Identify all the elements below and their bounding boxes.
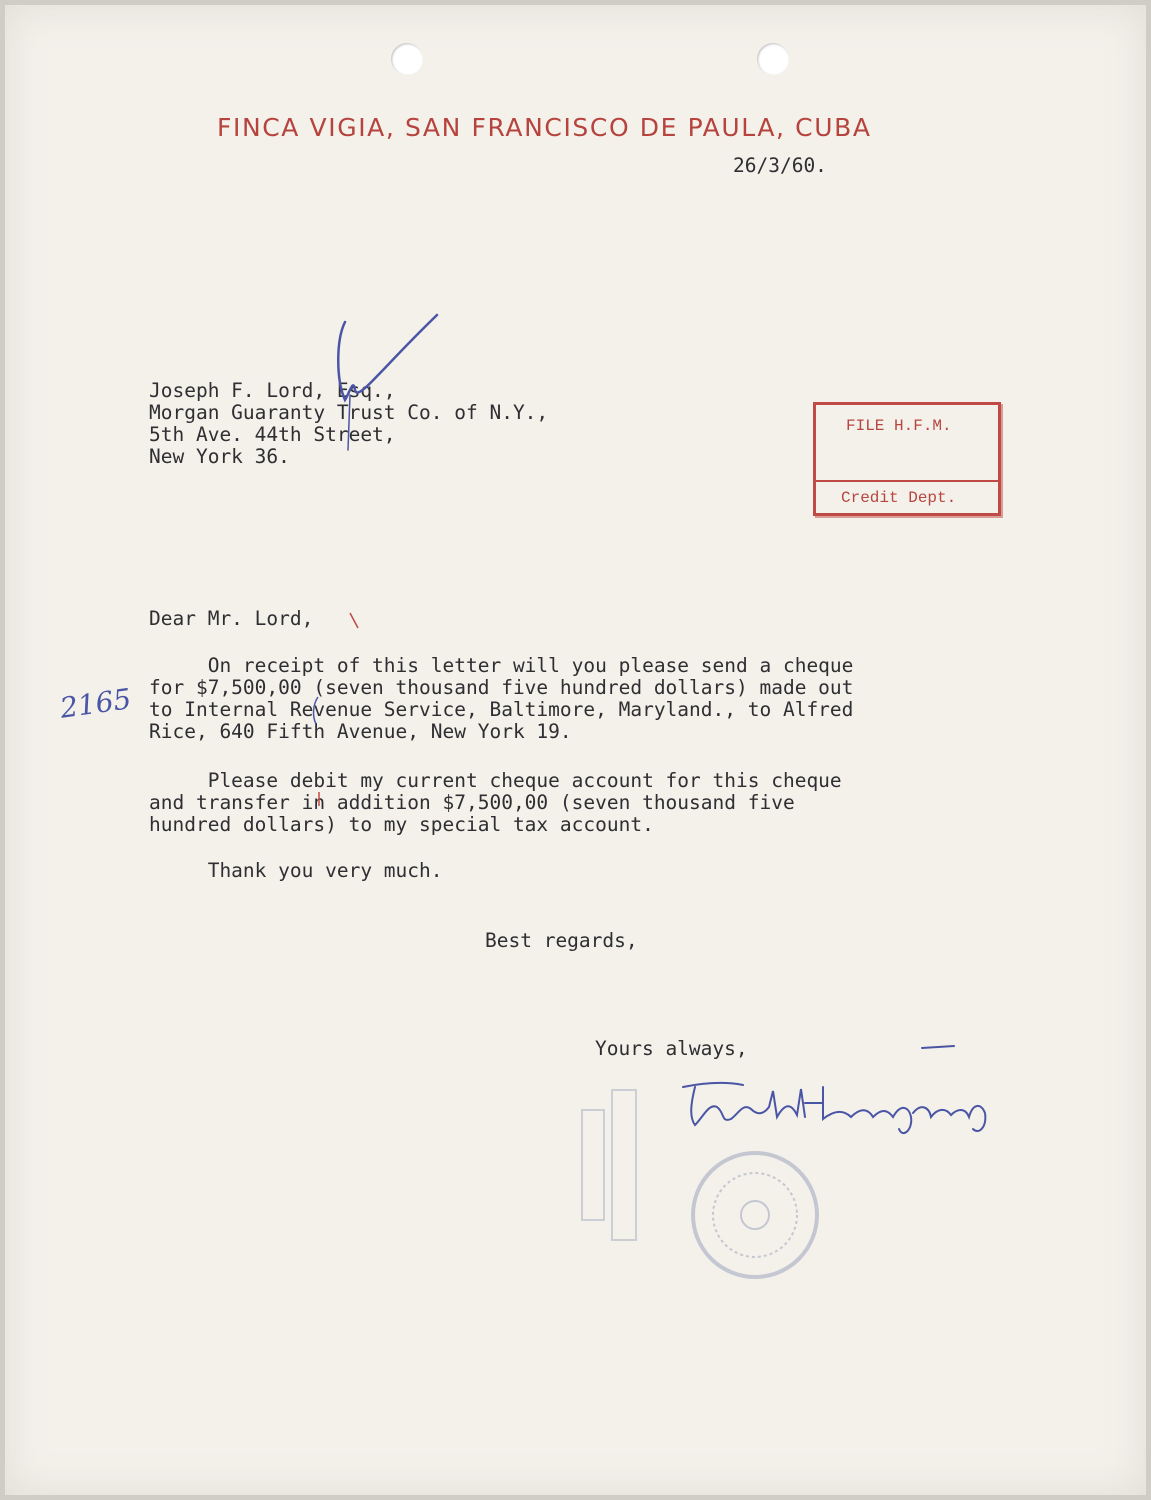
address-line: Morgan Guaranty Trust Co. of N.Y., bbox=[149, 401, 549, 424]
paragraph-line: hundred dollars) to my special tax account. bbox=[149, 813, 654, 836]
letter-date: 26/3/60. bbox=[733, 154, 827, 177]
thanks-line: Thank you very much. bbox=[149, 859, 443, 882]
red-tick-icon bbox=[350, 613, 358, 628]
paragraph-line: On receipt of this letter will you please send a cheque bbox=[149, 654, 854, 677]
received-date-stamp-icon bbox=[582, 1090, 636, 1240]
paragraph-line: Rice, 640 Fifth Avenue, New York 19. bbox=[149, 720, 572, 743]
paragraph-line: and transfer in addition $7,500,00 (seven thousand five bbox=[149, 791, 795, 814]
closing-yours-always: Yours always, bbox=[595, 1037, 748, 1060]
insertion-mark-icon bbox=[314, 697, 318, 724]
credit-dept-label: Credit Dept. bbox=[841, 489, 957, 507]
closing-best-regards: Best regards, bbox=[485, 929, 638, 952]
margin-note: 2165 bbox=[58, 682, 134, 725]
paragraph-line: Please debit my current cheque account for this cheque bbox=[149, 769, 842, 792]
file-stamp-label: FILE H.F.M. bbox=[846, 417, 952, 435]
letterhead: FINCA VIGIA, SAN FRANCISCO DE PAULA, CUBA bbox=[217, 113, 872, 142]
address-line: Joseph F. Lord, Esq., bbox=[149, 379, 396, 402]
check-mark-icon bbox=[338, 315, 437, 450]
paragraph-line: to Internal Revenue Service, Baltimore, Maryland., to Alfred bbox=[149, 698, 854, 721]
address-line: New York 36. bbox=[149, 445, 290, 468]
paragraph-line: for $7,500,00 (seven thousand five hundred dollars) made out bbox=[149, 676, 854, 699]
address-line: 5th Ave. 44th Street, bbox=[149, 423, 396, 446]
bank-seal-stamp-icon bbox=[693, 1153, 817, 1277]
signature-dash-icon bbox=[922, 1046, 954, 1048]
salutation: Dear Mr. Lord, bbox=[149, 607, 314, 630]
